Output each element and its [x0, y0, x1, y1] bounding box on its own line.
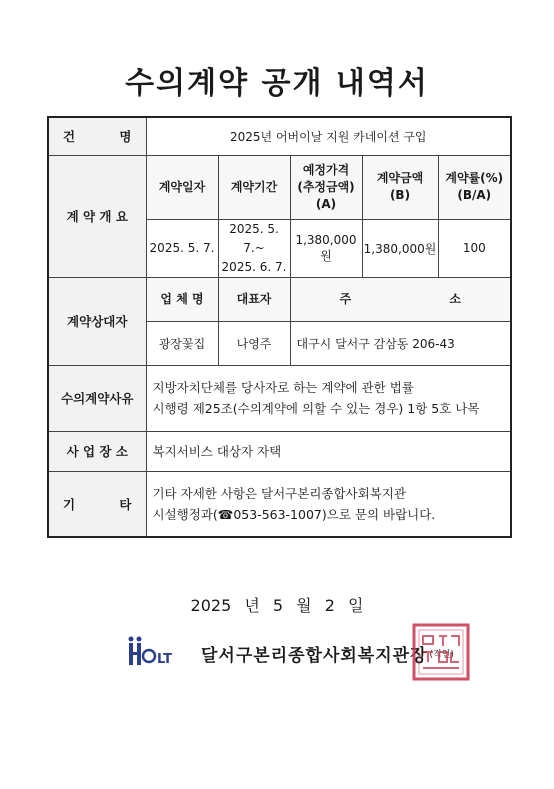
- organization-signature: [125, 633, 454, 673]
- contractor-ceo: 나영주: [218, 321, 290, 365]
- overview-period: 2025. 5. 7.~ 2025. 6. 7.: [218, 219, 290, 277]
- subject-label: 건 명: [48, 117, 146, 155]
- subject-value: 2025년 어버이날 지원 카네이션 구입: [146, 117, 511, 155]
- seal-label: (직인): [429, 649, 454, 660]
- organization-logo-icon: [125, 635, 189, 671]
- overview-header-estimated: 예정가격 (추정금액)(A): [290, 155, 362, 219]
- svg-text:LT: LT: [157, 652, 172, 667]
- official-seal-icon: [411, 622, 471, 682]
- contractor-header-company: 업 체 명: [146, 277, 218, 321]
- etc-label: 기 타: [48, 471, 146, 537]
- document-date: 2025 년 5 월 2 일: [190, 596, 364, 615]
- overview-header-rate: 계약률(%) (B/A): [438, 155, 511, 219]
- contractor-header-address: 주 소: [290, 277, 511, 321]
- overview-header-amount: 계약금액 (B): [362, 155, 438, 219]
- overview-amount: 1,380,000원: [362, 219, 438, 277]
- organization-name: 달서구본리종합사회복지관장: [201, 645, 428, 666]
- overview-header-date: 계약일자: [146, 155, 218, 219]
- overview-rate: 100: [438, 219, 511, 277]
- place-label: 사 업 장 소: [48, 431, 146, 471]
- place-value: 복지서비스 대상자 자택: [146, 431, 511, 471]
- disclosure-table: [47, 116, 512, 538]
- reason-label: 수의계약사유: [48, 365, 146, 431]
- overview-header-period: 계약기간: [218, 155, 290, 219]
- contractor-address: 대구시 달서구 감삼동 206-43: [290, 321, 511, 365]
- contractor-header-ceo: 대표자: [218, 277, 290, 321]
- contractor-label: 계약상대자: [48, 277, 146, 365]
- contractor-company: 광장꽃집: [146, 321, 218, 365]
- overview-label: 계 약 개 요: [48, 155, 146, 277]
- reason-value: 지방자치단체를 당사자로 하는 계약에 관한 법률 시행령 제25조(수의계약에 의할 수 있는 경우) 1항 5호 나목: [146, 365, 511, 431]
- document-title: 수의계약 공개 내역서: [125, 66, 429, 101]
- etc-value: 기타 자세한 사항은 달서구본리종합사회복지관 시설행정과(☎053-563-1007)으로 문의 바랍니다.: [146, 471, 511, 537]
- overview-estimated: 1,380,000원: [290, 219, 362, 277]
- overview-date: 2025. 5. 7.: [146, 219, 218, 277]
